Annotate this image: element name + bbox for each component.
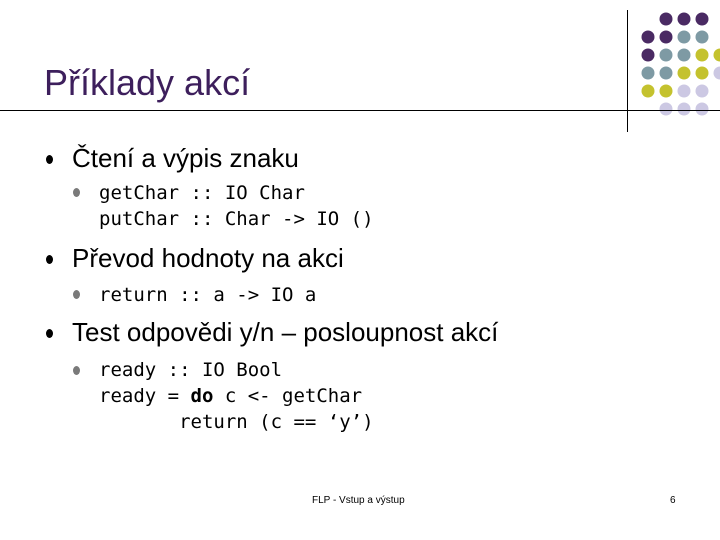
- decorative-dot: [642, 49, 655, 62]
- decorative-dot: [696, 85, 709, 98]
- decorative-dot: [660, 13, 673, 26]
- decorative-dot: [678, 85, 691, 98]
- bullet-dot: [46, 329, 53, 338]
- code-line-putchar: putChar :: Char -> IO (): [99, 208, 374, 230]
- bullet-dot: [46, 255, 53, 264]
- vertical-rule: [627, 10, 628, 132]
- code-ready-prefix: ready =: [99, 385, 191, 407]
- sub-bullet-dot: [73, 188, 80, 197]
- decorative-dot: [696, 103, 709, 116]
- code-line-return-test: return (c == ‘y’): [99, 411, 374, 433]
- code-line-return: return :: a -> IO a: [99, 284, 317, 306]
- decorative-dot: [678, 103, 691, 116]
- code-line-ready-do: [99, 383, 362, 409]
- decorative-dot: [660, 67, 673, 80]
- decorative-dot: [714, 49, 720, 62]
- sub-bullet-dot: [73, 366, 80, 375]
- code-line-ready-type: ready :: IO Bool: [99, 359, 283, 381]
- bullet-2-text: Převod hodnoty na akci: [72, 243, 344, 273]
- decorative-dot: [642, 31, 655, 44]
- decorative-dot: [678, 31, 691, 44]
- decorative-dot: [696, 13, 709, 26]
- decorative-dot: [660, 85, 673, 98]
- decorative-dot: [660, 103, 673, 116]
- code-line-getchar: getChar :: IO Char: [99, 182, 305, 204]
- footer-text: FLP - Vstup a výstup: [312, 495, 405, 506]
- bullet-1-text: Čtení a výpis znaku: [72, 143, 299, 173]
- code-keyword-do: do: [190, 385, 214, 407]
- decorative-dot: [642, 67, 655, 80]
- decorative-dot: [714, 67, 720, 80]
- decorative-dot: [696, 67, 709, 80]
- decorative-dot: [696, 31, 709, 44]
- decorative-dot: [660, 49, 673, 62]
- slide-title: Příklady akcí: [44, 62, 251, 103]
- decorative-dot: [660, 31, 673, 44]
- title-underline: [0, 110, 720, 111]
- decorative-dot: [678, 67, 691, 80]
- decorative-dot: [678, 13, 691, 26]
- code-getchar-bind: c <- getChar: [213, 385, 363, 407]
- sub-bullet-dot: [73, 290, 80, 299]
- bullet-dot: [46, 155, 53, 164]
- decorative-dot: [642, 85, 655, 98]
- decorative-dot: [678, 49, 691, 62]
- page-number: 6: [670, 495, 676, 506]
- bullet-3-text: Test odpovědi y/n – posloupnost akcí: [72, 317, 499, 347]
- decorative-dot: [696, 49, 709, 62]
